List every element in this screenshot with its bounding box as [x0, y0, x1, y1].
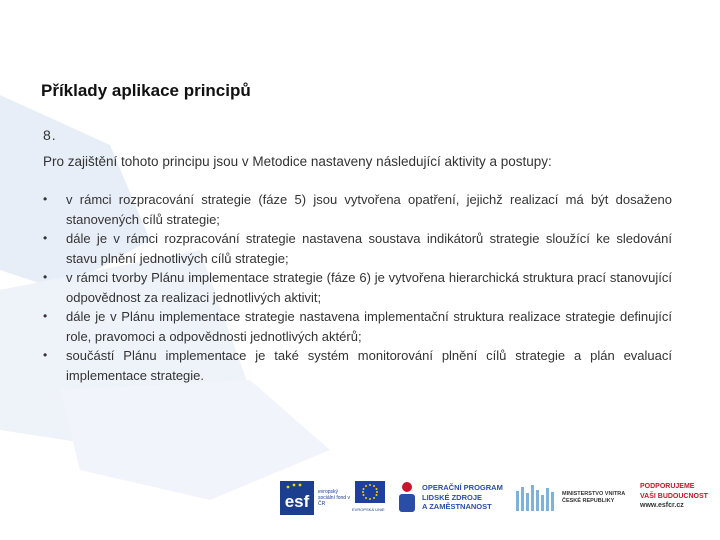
bullet-icon: • — [43, 192, 48, 206]
eu-label: EVROPSKÁ UNIE — [352, 507, 385, 512]
list-item: • součástí Plánu implementace je také systém monitorování plnění cílů strategie a plán evaluací implementace strategie. — [43, 348, 672, 383]
bullet-icon: • — [43, 270, 48, 284]
esf-logo-icon — [280, 477, 314, 519]
op-person-icon — [396, 480, 418, 514]
ministry-logo-icon — [516, 481, 556, 515]
section-number: 8. — [43, 127, 57, 143]
list-item: • dále je v Plánu implementace strategie nastavena implementační struktura realizace strategie definující role, pravomoci a odpovědnosti jednotlivých aktérů; — [43, 309, 672, 344]
esf-label: evropský sociální fond v ČR — [318, 489, 350, 507]
eu-flag-icon — [355, 481, 385, 503]
activity-list — [43, 190, 672, 385]
bullet-icon: • — [43, 231, 48, 245]
list-item: • v rámci tvorby Plánu implementace strategie (fáze 6) je vytvořena hierarchická struktura prací stanovující odpovědnost za realizaci jednotlivých aktivit; — [43, 270, 672, 305]
bullet-icon: • — [43, 348, 48, 362]
intro-text: Pro zajištění tohoto principu jsou v Metodice nastaveny následující aktivity a postupy: — [43, 154, 552, 169]
esf-website-link[interactable]: www.esfcr.cz — [640, 502, 684, 509]
list-item: • dále je v rámci rozpracování strategie nastavena soustava indikátorů strategie sloužící ke sledování stavu plnění jednotlivých cílů strategie; — [43, 231, 672, 266]
footer-logos — [280, 477, 716, 519]
page-title: Příklady aplikace principů — [41, 81, 251, 100]
bullet-icon: • — [43, 309, 48, 323]
ministry-label: MINISTERSTVO VNITRA ČESKÉ REPUBLIKY — [562, 491, 626, 504]
op-label: OPERAČNÍ PROGRAM LIDSKÉ ZDROJE A ZAMĚSTNANOST — [422, 483, 503, 511]
list-item: • v rámci rozpracování strategie (fáze 5) jsou vytvořena opatření, jejichž realizací má být dosaženo stanovených cílů strategie; — [43, 192, 672, 227]
slogan-label: PODPORUJEME VAŠI BUDOUCNOST www.esfcr.cz — [640, 483, 708, 509]
svg-text:esf: esf — [284, 492, 310, 511]
